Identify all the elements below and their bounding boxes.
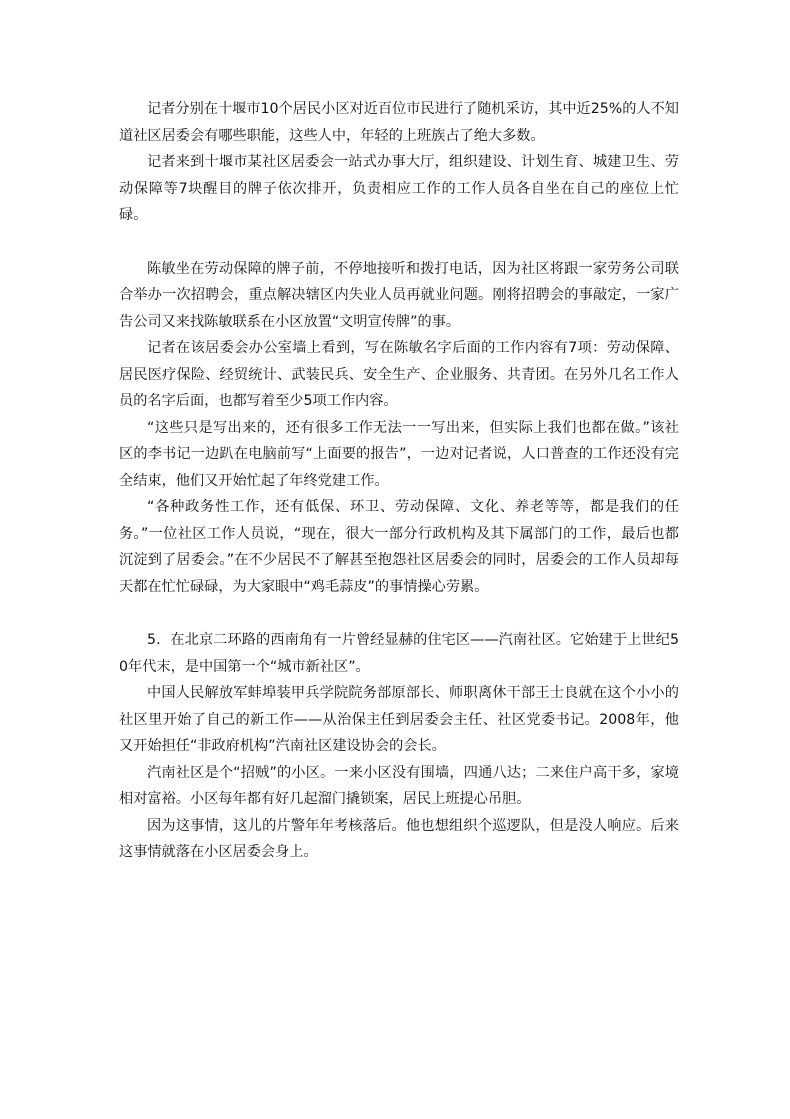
paragraph-qinan-community: 5．在北京二环路的西南角有一片曾经显赫的住宅区——汽南社区。它始建于上世纪50年代末，是中国第一个“城市新社区”。 xyxy=(119,632,679,675)
paragraph-staff-quote: “各种政务性工作，还有低保、环卫、劳动保障、文化、养老等等，都是我们的任务。”一位社区工作人员说，“现在，很大一部分行政机构及其下属部门的工作，最后也都沉淀到了居委会。”在不少居民不了解甚至抱怨社区居委会的同时，居委会的工作人员却每天都在忙忙碌碌，为大家眼中“鸡毛蒜皮”的事情操心劳累。 xyxy=(119,499,679,595)
paragraph-survey: 记者分别在十堰市10个居民小区对近百位市民进行了随机采访，其中近25%的人不知道社区居委会有哪些职能，这些人中，年轻的上班族占了绝大多数。 xyxy=(119,101,679,144)
paragraph-work-items: 记者在该居委会办公室墙上看到，写在陈敏名字后面的工作内容有7项：劳动保障、居民医疗保险、经贸统计、武装民兵、安全生产、企业服务、共青团。在另外几名工作人员的名字后面，也都写着至少5项工作内容。 xyxy=(119,340,679,409)
paragraph-secretary-quote: “这些只是写出来的，还有很多工作无法一一写出来，但实际上我们也都在做。”该社区的李书记一边趴在电脑前写“上面要的报告”，一边对记者说，人口普查的工作还没有完全结束，他们又开始忙起了年终党建工作。 xyxy=(119,419,679,489)
paragraph-thief-problem: 汽南社区是个“招贼”的小区。一来小区没有围墙，四通八达；二来住户高干多，家境相对富裕。小区每年都有好几起溜门撬锁案，居民上班提心吊胆。 xyxy=(119,764,679,807)
document-body xyxy=(119,96,679,866)
paragraph-wang-shiliang: 中国人民解放军蚌埠装甲兵学院院务部原部长、师职离休干部王士良就在这个小小的社区里开始了自己的新工作——从治保主任到居委会主任、社区党委书记。2008年，他又开始担任“非政府机构”汽南社区建设协会的会长。 xyxy=(119,685,679,754)
paragraph-police-patrol: 因为这事情，这儿的片警年年考核落后。他也想组织个巡逻队，但是没人响应。后来这事情就落在小区居委会身上。 xyxy=(119,817,679,860)
paragraph-chen-min: 陈敏坐在劳动保障的牌子前，不停地接听和拨打电话，因为社区将跟一家劳务公司联合举办一次招聘会，重点解决辖区内失业人员再就业问题。刚将招聘会的事敲定，一家广告公司又来找陈敏联系在小区放置“文明宣传牌”的事。 xyxy=(119,260,679,330)
paragraph-service-hall: 记者来到十堰市某社区居委会一站式办事大厅，组织建设、计划生育、城建卫生、劳动保障等7块醒目的牌子依次排开，负责相应工作的工作人员各自坐在自己的座位上忙碌。 xyxy=(119,154,679,223)
